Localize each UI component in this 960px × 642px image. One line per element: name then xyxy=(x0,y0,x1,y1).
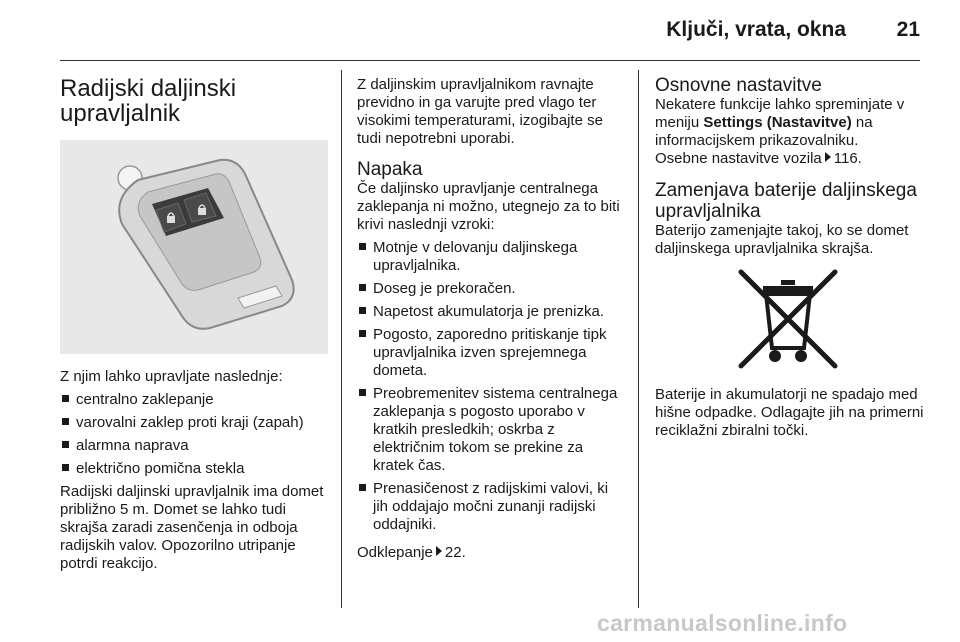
bullet-icon xyxy=(359,307,366,314)
list-item xyxy=(60,414,328,432)
bullet-icon xyxy=(359,484,366,491)
bullet-icon xyxy=(62,395,69,402)
page-number: 21 xyxy=(896,18,920,41)
bullet-icon xyxy=(62,464,69,471)
column-divider-2 xyxy=(638,70,639,608)
settings-paragraph xyxy=(655,96,927,168)
watermark: carmanualsonline.info xyxy=(597,610,848,636)
range-paragraph: Radijski daljinski upravljalnik ima domet približno 5 m. Domet se lahko tudi skrajša zaradi zasenčenja in odboja radijskih valov. Opozorilno utripanje potrdi reakcijo. xyxy=(60,483,324,572)
intro-text: Z njim lahko upravljate naslednje: xyxy=(60,368,283,385)
list-item xyxy=(357,280,627,298)
section-heading-settings: Osnovne nastavitve xyxy=(655,75,822,96)
list-item-text: Doseg je prekoračen. xyxy=(373,280,516,297)
crossed-out-wheelie-bin-icon xyxy=(733,268,843,372)
list-item xyxy=(60,460,328,478)
heading-line-1: Zamenjava baterije daljinskega xyxy=(655,180,917,201)
fault-paragraph: Če daljinsko upravljanje centralnega zaklepanja ni možno, utegnejo za to biti krivi naslednji vzroki: xyxy=(357,180,620,233)
settings-text-a: Nekatere funkcije lahko spreminjate v meniju xyxy=(655,96,905,131)
column-2 xyxy=(357,76,627,562)
list-item xyxy=(357,326,627,380)
list-item xyxy=(357,303,627,321)
bullet-icon xyxy=(62,418,69,425)
list-item-text: centralno zaklepanje xyxy=(76,391,214,408)
list-item-text: varovalni zaklep proti kraji (zapah) xyxy=(76,414,304,431)
care-paragraph: Z daljinskim upravljalnikom ravnajte previdno in ga varujte pred vlago ter visokimi temperaturami, izogibajte se tudi nepotrebni uporabi. xyxy=(357,76,603,147)
reference-text: Odklepanje xyxy=(357,544,433,561)
list-item-text: Prenasičenost z radijskimi valovi, ki jih oddajajo močni zunanji radijski oddajniki. xyxy=(373,480,609,533)
column-1 xyxy=(60,76,328,573)
settings-text-c: Osebne nastavitve vozila xyxy=(655,150,822,167)
column-divider-1 xyxy=(341,70,342,608)
reference-page-link[interactable]: 22. xyxy=(444,544,466,561)
list-item-text: Preobremenitev sistema centralnega zaklepanja s pogosto uporabo v kratkih presledkih; oskrba z električnim tokom se prekine za kratek čas. xyxy=(373,385,618,474)
reference-page-link[interactable]: 116. xyxy=(833,150,862,167)
page-header xyxy=(0,0,960,62)
list-item xyxy=(357,385,627,475)
settings-menu-name: Settings (Nastavitve) xyxy=(703,114,852,131)
disposal-paragraph: Baterije in akumulatorji ne spadajo med hišne odpadke. Odlagajte jih na primerni reciklažni zbiralni točki. xyxy=(655,386,924,439)
list-item-text: Motnje v delovanju daljinskega upravljalnika. xyxy=(373,239,578,274)
section-heading-battery xyxy=(655,180,927,222)
bullet-icon xyxy=(62,441,69,448)
bullet-icon xyxy=(359,330,366,337)
page-reference-triangle-icon xyxy=(436,546,442,556)
bullet-icon xyxy=(359,389,366,396)
chapter-title: Ključi, vrata, okna xyxy=(666,18,846,41)
list-item xyxy=(357,480,627,534)
heading-line-1: Radijski daljinski xyxy=(60,75,237,102)
list-item-text: električno pomična stekla xyxy=(76,460,245,477)
section-heading-fault: Napaka xyxy=(357,159,423,180)
settings-text-b: na informacijskem prikazovalniku. xyxy=(655,114,873,149)
header-divider xyxy=(60,60,920,61)
feature-list xyxy=(60,391,328,478)
unlock-reference xyxy=(357,544,627,562)
list-item xyxy=(357,239,627,275)
bullet-icon xyxy=(359,243,366,250)
heading-line-2: upravljalnik xyxy=(60,100,181,127)
car-key-remote-illustration xyxy=(60,140,328,354)
list-item xyxy=(60,437,328,455)
page-reference-triangle-icon xyxy=(825,152,831,162)
bullet-icon xyxy=(359,284,366,291)
list-item-text: alarmna naprava xyxy=(76,437,189,454)
column-3 xyxy=(655,76,927,440)
section-heading-remote xyxy=(60,76,328,126)
list-item xyxy=(60,391,328,409)
list-item-text: Pogosto, zaporedno pritiskanje tipk upravljalnika izven sprejemnega dometa. xyxy=(373,326,607,379)
heading-line-2: upravljalnika xyxy=(655,201,761,222)
fault-list xyxy=(357,239,627,534)
battery-paragraph: Baterijo zamenjajte takoj, ko se domet daljinskega upravljalnika skrajša. xyxy=(655,222,909,257)
list-item-text: Napetost akumulatorja je prenizka. xyxy=(373,303,604,320)
